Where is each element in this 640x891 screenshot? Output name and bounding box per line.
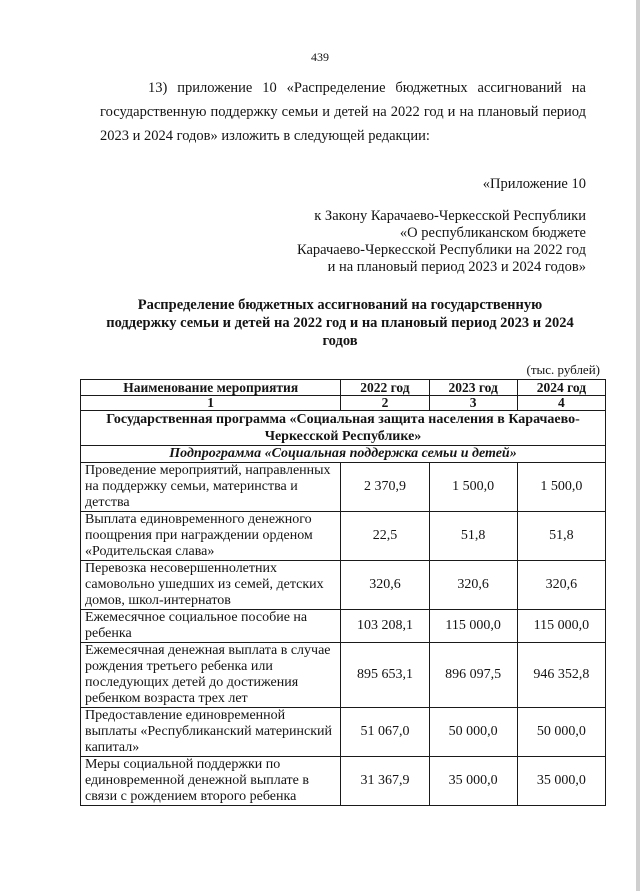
header-2022: 2022 год <box>341 380 429 396</box>
table-row <box>81 643 606 708</box>
value-2022: 2 370,9 <box>341 463 429 512</box>
appendix-line: Карачаево-Черкесской Республики на 2022 год <box>296 242 586 258</box>
value-2024: 946 352,8 <box>517 643 605 708</box>
table-row <box>81 708 606 757</box>
table-header-row <box>81 380 606 396</box>
title-line: Распределение бюджетных ассигнований на государственную <box>137 297 543 313</box>
intro-line-1: 13) приложение 10 «Распределение бюджетных ассигнований на <box>148 80 586 96</box>
row-name: Выплата единовременного денежного поощрения при награждении орденом «Родительская слава» <box>81 512 341 561</box>
table-row <box>81 561 606 610</box>
row-name: Предоставление единовременной выплаты «Республиканский материнский капитал» <box>81 708 341 757</box>
appendix-line: «О республиканском бюджете <box>399 225 586 241</box>
value-2023: 115 000,0 <box>429 610 517 643</box>
appendix-line: и на плановый период 2023 и 2024 годов» <box>327 259 586 275</box>
row-name: Перевозка несовершеннолетних самовольно ушедших из семей, детских домов, школ-интернатов <box>81 561 341 610</box>
column-number: 1 <box>81 396 341 411</box>
value-2024: 320,6 <box>517 561 605 610</box>
value-2023: 51,8 <box>429 512 517 561</box>
title-line: поддержку семьи и детей на 2022 год и на плановый период 2023 и 2024 <box>106 315 574 331</box>
value-2024: 35 000,0 <box>517 757 605 806</box>
header-name: Наименование мероприятия <box>81 380 341 396</box>
value-2024: 115 000,0 <box>517 610 605 643</box>
table-row <box>81 610 606 643</box>
value-2022: 51 067,0 <box>341 708 429 757</box>
value-2024: 1 500,0 <box>517 463 605 512</box>
value-2023: 896 097,5 <box>429 643 517 708</box>
table-row <box>81 757 606 806</box>
value-2024: 50 000,0 <box>517 708 605 757</box>
row-name: Ежемесячная денежная выплата в случае рождения третьего ребенка или последующих детей до достижения ребенком возраста трех лет <box>81 643 341 708</box>
value-2023: 50 000,0 <box>429 708 517 757</box>
title-line: годов <box>322 333 358 349</box>
table-row <box>81 463 606 512</box>
row-name: Проведение мероприятий, направленных на поддержку семьи, материнства и детства <box>81 463 341 512</box>
appendix-label: «Приложение 10 <box>482 176 586 192</box>
header-2024: 2024 год <box>517 380 605 396</box>
appendix-line: к Закону Карачаево-Черкесской Республики <box>314 208 586 224</box>
column-number: 4 <box>517 396 605 411</box>
program-row <box>81 411 606 446</box>
intro-line-3: 2023 и 2024 годов» изложить в следующей редакции: <box>100 128 430 144</box>
appendix-reference <box>297 208 586 276</box>
subprogram-row <box>81 446 606 463</box>
budget-table <box>80 379 606 806</box>
column-number: 2 <box>341 396 429 411</box>
value-2024: 51,8 <box>517 512 605 561</box>
page-number: 439 <box>311 50 329 64</box>
value-2023: 1 500,0 <box>429 463 517 512</box>
value-2023: 320,6 <box>429 561 517 610</box>
value-2022: 31 367,9 <box>341 757 429 806</box>
column-number: 3 <box>429 396 517 411</box>
column-number-row <box>81 396 606 411</box>
header-2023: 2023 год <box>429 380 517 396</box>
scan-edge <box>636 0 640 891</box>
value-2023: 35 000,0 <box>429 757 517 806</box>
value-2022: 895 653,1 <box>341 643 429 708</box>
table-row <box>81 512 606 561</box>
row-name: Меры социальной поддержки по единовременной денежной выплате в связи с рождением второго ребенка <box>81 757 341 806</box>
document-title <box>90 296 590 350</box>
units-note: (тыс. рублей) <box>526 362 600 377</box>
value-2022: 22,5 <box>341 512 429 561</box>
program-title: Государственная программа «Социальная защита населения в Карачаево-Черкесской Республике» <box>81 411 606 446</box>
value-2022: 103 208,1 <box>341 610 429 643</box>
intro-line-2: государственную поддержку семьи и детей на 2022 год и на плановый период <box>100 104 586 120</box>
value-2022: 320,6 <box>341 561 429 610</box>
row-name: Ежемесячное социальное пособие на ребенка <box>81 610 341 643</box>
subprogram-title: Подпрограмма «Социальная поддержка семьи и детей» <box>81 446 606 463</box>
